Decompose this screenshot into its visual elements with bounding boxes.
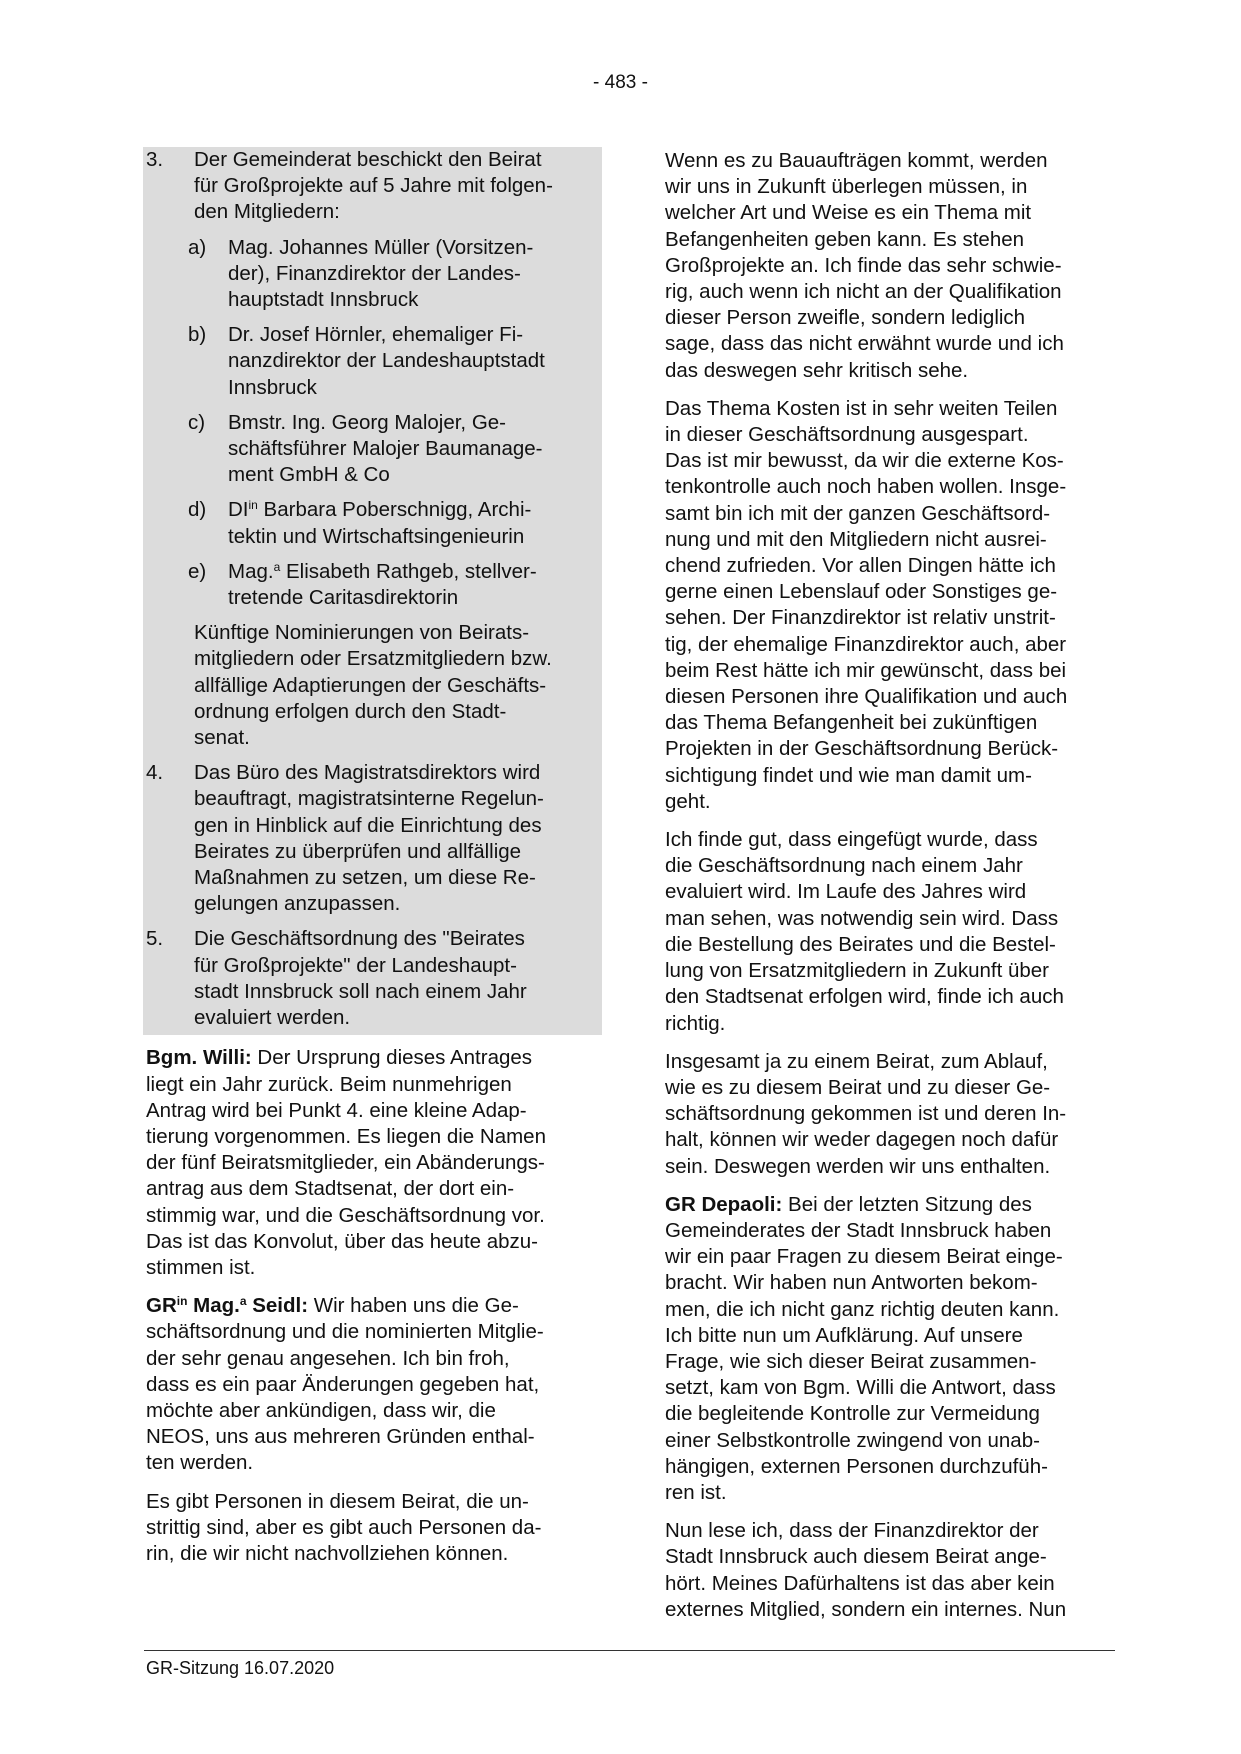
sub-letter: d) bbox=[188, 498, 207, 522]
text-line: die begleitende Kontrolle zur Vermeidung bbox=[665, 1402, 1040, 1426]
title-superscript: in bbox=[248, 498, 258, 513]
text-line: halt, können wir weder dagegen noch dafür bbox=[665, 1128, 1059, 1152]
text-line: den Stadtsenat erfolgen wird, finde ich auch bbox=[665, 985, 1064, 1009]
text-line: Das ist mir bewusst, da wir die externe Kos- bbox=[665, 449, 1064, 473]
title-prefix: DI bbox=[228, 498, 249, 522]
text-line: tig, der ehemalige Finanzdirektor auch, aber bbox=[665, 632, 1067, 656]
text-line: schäftsordnung und die nominierten Mitglie- bbox=[146, 1320, 544, 1344]
text-line: Großprojekte an. Ich finde das sehr schwie- bbox=[665, 253, 1062, 277]
text-line: der), Finanzdirektor der Landes- bbox=[228, 261, 521, 285]
text-line: Innsbruck bbox=[228, 375, 317, 399]
text-line: sehen. Der Finanzdirektor ist relativ unstrit- bbox=[665, 606, 1056, 630]
text-line: Beirates zu überprüfen und allfällige bbox=[194, 839, 522, 863]
sub-letter: b) bbox=[188, 323, 207, 347]
text-line: setzt, kam von Bgm. Willi die Antwort, dass bbox=[665, 1376, 1056, 1400]
text-line: tierung vorgenommen. Es liegen die Namen bbox=[146, 1124, 546, 1148]
text-line: rin, die wir nicht nachvollziehen können. bbox=[146, 1541, 509, 1565]
text-line: senat. bbox=[194, 726, 250, 750]
page-number: - 483 - bbox=[593, 72, 648, 93]
member-c bbox=[188, 410, 596, 489]
text-line: Künftige Nominierungen von Beirats- bbox=[194, 621, 530, 645]
text-segment: Elisabeth Rathgeb, stellver- bbox=[280, 559, 537, 583]
text-line: in dieser Geschäftsordnung ausgespart. bbox=[665, 423, 1029, 447]
text-line: sage, dass das nicht erwähnt wurde und ich bbox=[665, 332, 1064, 356]
text-line: liegt ein Jahr zurück. Beim nunmehrigen bbox=[146, 1072, 512, 1096]
text-line: man sehen, was notwendig sein wird. Dass bbox=[665, 906, 1059, 930]
text-line: schäftsordnung gekommen ist und deren In- bbox=[665, 1102, 1067, 1126]
text-line bbox=[228, 559, 596, 585]
text-line: allfällige Adaptierungen der Geschäfts- bbox=[194, 673, 547, 697]
title-prefix: Mag. bbox=[228, 559, 274, 583]
text-line: hört. Meines Dafürhaltens ist das aber kein bbox=[665, 1571, 1055, 1595]
text-line: tektin und Wirtschaftsingenieurin bbox=[228, 524, 525, 548]
text-line: sichtigung findet und wie man damit um- bbox=[665, 763, 1032, 787]
text-line: Das ist das Konvolut, über das heute abzu- bbox=[146, 1229, 539, 1253]
text-line: mitgliedern oder Ersatzmitgliedern bzw. bbox=[194, 647, 552, 671]
text-line: das Thema Befangenheit bei zukünftigen bbox=[665, 711, 1038, 735]
text-segment: Bei der letzten Sitzung des bbox=[782, 1192, 1032, 1216]
text-line: die Bestellung des Beirates und die Bestel- bbox=[665, 932, 1056, 956]
text-line: schäftsführer Malojer Baumanage- bbox=[228, 437, 543, 461]
sub-letter: a) bbox=[188, 235, 207, 259]
text-segment: Barbara Poberschnigg, Archi- bbox=[257, 498, 532, 522]
text-line: dieser Person zweifle, sondern lediglich bbox=[665, 306, 1026, 330]
text-line: hängigen, externen Personen durchzufüh- bbox=[665, 1454, 1048, 1478]
text-line: nanzdirektor der Landeshauptstadt bbox=[228, 349, 545, 373]
text-line: men, die ich nicht ganz richtig deuten kann. bbox=[665, 1297, 1060, 1321]
text-line: geht. bbox=[665, 789, 711, 813]
text-line: der sehr genau angesehen. Ich bin froh, bbox=[146, 1346, 510, 1370]
text-line: Befangenheiten geben kann. Es stehen bbox=[665, 227, 1025, 251]
text-line: ment GmbH & Co bbox=[228, 463, 390, 487]
speaker-superscript: a bbox=[239, 1294, 247, 1309]
text-segment: Wir haben uns die Ge- bbox=[308, 1294, 519, 1318]
text-line: chend zufrieden. Vor allen Dingen hätte ich bbox=[665, 554, 1056, 578]
text-line: nung und mit den Mitgliedern nicht ausrei- bbox=[665, 527, 1047, 551]
text-line: Gemeinderates der Stadt Innsbruck haben bbox=[665, 1218, 1052, 1242]
text-line: beim Rest hätte ich mir gewünscht, dass bei bbox=[665, 658, 1067, 682]
sub-letter: c) bbox=[188, 410, 206, 434]
speech-seidl-continued bbox=[146, 1489, 602, 1568]
speaker-part: Mag. bbox=[187, 1294, 240, 1318]
footer-divider bbox=[144, 1650, 1115, 1651]
text-line: der fünf Beiratsmitglieder, ein Abänderungs- bbox=[146, 1151, 545, 1175]
speech-seidl bbox=[146, 1293, 602, 1476]
text-line: die Geschäftsordnung nach einem Jahr bbox=[665, 854, 1023, 878]
text-line: strittig sind, aber es gibt auch Personen da- bbox=[146, 1515, 542, 1539]
text-line: samt bin ich mit der ganzen Geschäftsord- bbox=[665, 501, 1051, 525]
text-line: gen in Hinblick auf die Einrichtung des bbox=[194, 813, 542, 837]
paragraph bbox=[665, 396, 1125, 815]
text-line: gerne einen Lebenslauf oder Sonstiges ge- bbox=[665, 580, 1058, 604]
text-line: stimmen ist. bbox=[146, 1255, 256, 1279]
member-b bbox=[188, 322, 596, 401]
text-line: das deswegen sehr kritisch sehe. bbox=[665, 358, 969, 382]
text-line: diesen Personen ihre Qualifikation und auch bbox=[665, 685, 1068, 709]
text-line: dass es ein paar Änderungen gegeben hat, bbox=[146, 1372, 540, 1396]
text-line: evaluiert wird. Im Laufe des Jahres wird bbox=[665, 880, 1027, 904]
text-line: stadt Innsbruck soll nach einem Jahr bbox=[194, 979, 527, 1003]
text-line: Mag. Johannes Müller (Vorsitzen- bbox=[228, 235, 534, 259]
left-column bbox=[146, 147, 602, 1579]
text-line: einer Selbstkontrolle zwingend von unab- bbox=[665, 1428, 1040, 1452]
footer-session-date: GR-Sitzung 16.07.2020 bbox=[146, 1658, 335, 1678]
text-line: gelungen anzupassen. bbox=[194, 892, 401, 916]
speech-depaoli bbox=[665, 1192, 1125, 1506]
text-line: wir uns in Zukunft überlegen müssen, in bbox=[665, 175, 1028, 199]
text-line: wir ein paar Fragen zu diesem Beirat einge- bbox=[665, 1245, 1063, 1269]
speaker-name: Bgm. Willi: bbox=[146, 1046, 252, 1070]
text-line: Dr. Josef Hörnler, ehemaliger Fi- bbox=[228, 323, 524, 347]
speech-willi bbox=[146, 1045, 602, 1281]
text-line: Frage, wie sich dieser Beirat zusammen- bbox=[665, 1349, 1037, 1373]
resolution-item-4 bbox=[146, 760, 596, 917]
text-line bbox=[665, 1192, 1125, 1218]
text-line: Stadt Innsbruck auch diesem Beirat ange- bbox=[665, 1545, 1047, 1569]
text-line: Wenn es zu Bauaufträgen kommt, werden bbox=[665, 149, 1048, 172]
text-line: bracht. Wir haben nun Antworten bekom- bbox=[665, 1271, 1038, 1295]
text-line: Das Büro des Magistratsdirektors wird bbox=[194, 761, 541, 785]
text-line: den Mitgliedern: bbox=[194, 200, 340, 224]
resolution-list bbox=[143, 147, 602, 1035]
text-line: Die Geschäftsordnung des "Beirates bbox=[194, 927, 525, 951]
text-line: Antrag wird bei Punkt 4. eine kleine Adap- bbox=[146, 1098, 527, 1122]
item-number: 3. bbox=[146, 148, 164, 171]
text-line: sein. Deswegen werden wir uns enthalten. bbox=[665, 1154, 1051, 1178]
text-line: ten werden. bbox=[146, 1451, 254, 1475]
text-line: Der Gemeinderat beschickt den Beirat bbox=[194, 148, 542, 171]
text-line: lung von Ersatzmitgliedern in Zukunft über bbox=[665, 959, 1050, 983]
resolution-item-5 bbox=[146, 926, 596, 1031]
text-line: welcher Art und Weise es ein Thema mit bbox=[665, 201, 1032, 225]
text-line: Ich finde gut, dass eingefügt wurde, dass bbox=[665, 828, 1038, 852]
text-line: möchte aber ankündigen, dass wir, die bbox=[146, 1398, 496, 1422]
text-segment: Der Ursprung dieses Antrages bbox=[251, 1046, 533, 1070]
text-line: beauftragt, magistratsinterne Regelun- bbox=[194, 787, 544, 811]
text-line: wie es zu diesem Beirat und zu dieser Ge- bbox=[665, 1075, 1051, 1099]
text-line: Bmstr. Ing. Georg Malojer, Ge- bbox=[228, 410, 506, 434]
text-line: NEOS, uns aus mehreren Gründen enthal- bbox=[146, 1425, 535, 1449]
speaker-part: Seidl: bbox=[246, 1294, 309, 1318]
sub-letter: e) bbox=[188, 559, 207, 583]
text-line: Nun lese ich, dass der Finanzdirektor der bbox=[665, 1519, 1039, 1543]
paragraph bbox=[665, 148, 1125, 384]
text-line: externes Mitglied, sondern ein internes. Nun bbox=[665, 1597, 1067, 1621]
text-line: antrag aus dem Stadtsenat, der dort ein- bbox=[146, 1177, 515, 1201]
speaker-superscript: in bbox=[176, 1294, 188, 1309]
member-d bbox=[188, 497, 596, 549]
paragraph bbox=[665, 1049, 1125, 1180]
speaker-name bbox=[146, 1294, 308, 1317]
speaker-name: GR Depaoli: bbox=[665, 1192, 783, 1216]
right-column bbox=[665, 148, 1125, 1635]
text-line: tretende Caritasdirektorin bbox=[228, 586, 459, 610]
text-line: für Großprojekte" der Landeshaupt- bbox=[194, 953, 517, 977]
text-line bbox=[146, 1045, 602, 1071]
text-line: ren ist. bbox=[665, 1480, 727, 1504]
member-a bbox=[188, 235, 596, 314]
paragraph bbox=[665, 827, 1125, 1037]
speaker-part: GR bbox=[146, 1294, 177, 1318]
text-line: Ich bitte nun um Aufklärung. Auf unsere bbox=[665, 1323, 1023, 1347]
title-superscript: a bbox=[273, 559, 281, 574]
item-number: 4. bbox=[146, 761, 164, 785]
text-line: rig, auch wenn ich nicht an der Qualifikation bbox=[665, 280, 1062, 304]
text-line: stimmig war, und die Geschäftsordnung vor. bbox=[146, 1203, 545, 1227]
text-line: evaluiert werden. bbox=[194, 1006, 351, 1030]
text-line: hauptstadt Innsbruck bbox=[228, 288, 419, 312]
text-line: ordnung erfolgen durch den Stadt- bbox=[194, 699, 507, 723]
text-line: Es gibt Personen in diesem Beirat, die un- bbox=[146, 1489, 529, 1513]
text-line: Projekten in der Geschäftsordnung Berück- bbox=[665, 737, 1059, 761]
member-e bbox=[188, 559, 596, 611]
text-line bbox=[146, 1293, 602, 1319]
text-line: Das Thema Kosten ist in sehr weiten Teilen bbox=[665, 396, 1058, 420]
text-line: tenkontrolle auch noch haben wollen. Insge- bbox=[665, 475, 1067, 499]
text-line: für Großprojekte auf 5 Jahre mit folgen- bbox=[194, 174, 553, 198]
nomination-note bbox=[194, 620, 596, 751]
text-line: Maßnahmen zu setzen, um diese Re- bbox=[194, 866, 536, 890]
paragraph bbox=[665, 1518, 1125, 1623]
resolution-item-3 bbox=[146, 147, 596, 751]
item-number: 5. bbox=[146, 927, 164, 951]
text-line: richtig. bbox=[665, 1011, 726, 1035]
text-line: Insgesamt ja zu einem Beirat, zum Ablauf, bbox=[665, 1049, 1048, 1073]
text-line bbox=[228, 497, 596, 523]
